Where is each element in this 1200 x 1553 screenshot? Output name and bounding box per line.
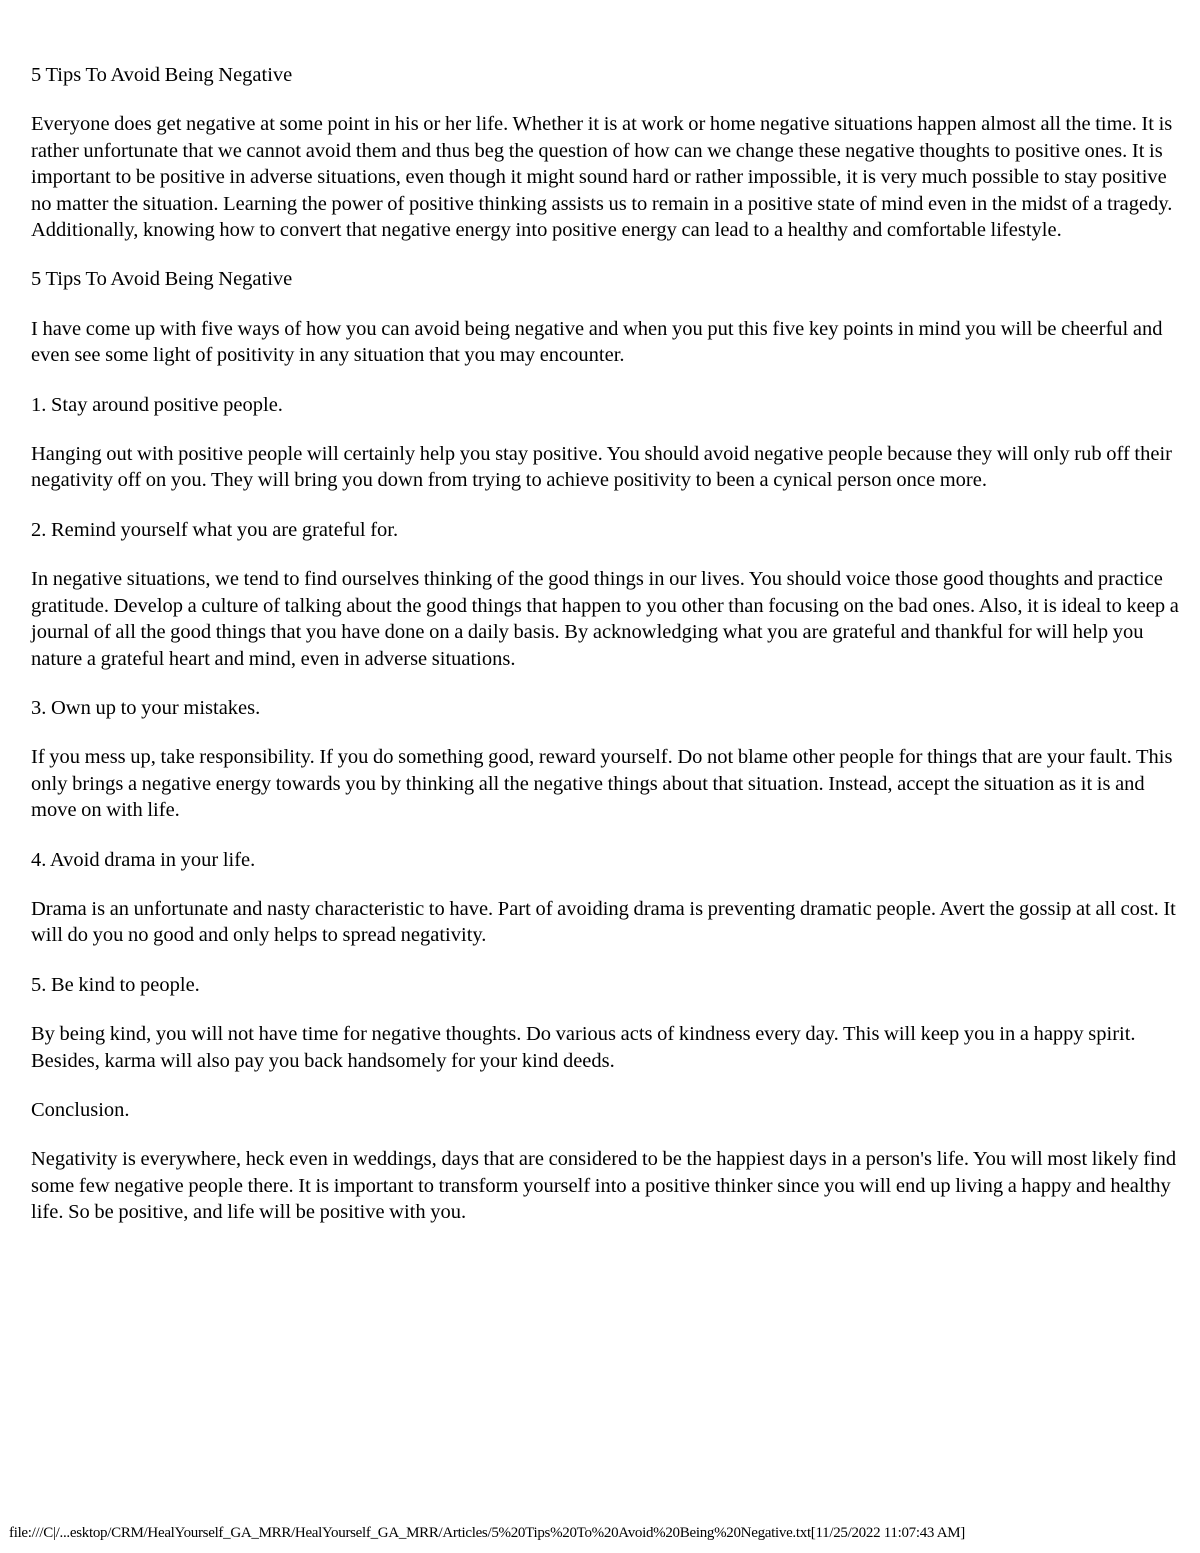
overview-paragraph: I have come up with five ways of how you can avoid being negative and when you put this five key points in mind you will be cheerful and even see some light of positivity in any situation that you may encounter. (31, 317, 1163, 367)
document-body (31, 62, 1181, 1249)
tip-4-paragraph: Drama is an unfortunate and nasty characteristic to have. Part of avoiding drama is preventing dramatic people. Avert the gossip at all cost. It will do you no good and only helps to spread negativity. (31, 897, 1176, 947)
tip-5-heading: 5. Be kind to people. (31, 973, 200, 996)
document-title: 5 Tips To Avoid Being Negative (31, 64, 293, 86)
tip-3-heading: 3. Own up to your mistakes. (31, 696, 261, 719)
tip-1-paragraph: Hanging out with positive people will certainly help you stay positive. You should avoid negative people because they will only rub off their negativity off on you. They will bring you down from trying to achieve positivity to been a cynical person once more. (31, 443, 1172, 492)
conclusion-heading: Conclusion. (31, 1098, 130, 1121)
tip-2-paragraph: In negative situations, we tend to find ourselves thinking of the good things in our lives. You should voice those good thoughts and practice gratitude. Develop a culture of talking about the good things that happen to you other than focusing on the bad ones. Also, it is ideal to keep a journal of all the good things that you have done on a daily basis. By acknowledging what you are grateful and thankful for will help you nature a grateful heart and mind, even in adverse situations. (31, 568, 1179, 670)
intro-paragraph: Everyone does get negative at some point in his or her life. Whether it is at work or home negative situations happen almost all the time. It is rather unfortunate that we cannot avoid them and thus beg the question of how can we change these negative thoughts to positive ones. It is important to be positive in adverse situations, even though it might sound hard or rather impossible, it is very much possible to stay positive no matter the situation. Learning the power of positive thinking assists us to remain in a positive state of mind even in the midst of a tragedy. Additionally, knowing how to convert that negative energy into positive energy can lead to a healthy and comfortable lifestyle. (31, 113, 1173, 242)
tip-2-heading: 2. Remind yourself what you are grateful for. (31, 518, 399, 541)
conclusion-paragraph: Negativity is everywhere, heck even in weddings, days that are considered to be the happiest days in a person's life. You will most likely find some few negative people there. It is important to transform yourself into a positive thinker since you will end up living a happy and healthy life. So be positive, and life will be positive with you. (31, 1148, 1177, 1224)
tip-3-paragraph: If you mess up, take responsibility. If you do something good, reward yourself. Do not blame other people for things that are your fault. This only brings a negative energy towards you by thinking all the negative things about that situation. Instead, accept the situation as it is and move on with life. (31, 746, 1173, 822)
section-heading: 5 Tips To Avoid Being Negative (31, 268, 293, 291)
tip-1-heading: 1. Stay around positive people. (31, 393, 283, 416)
tip-4-heading: 4. Avoid drama in your life. (31, 848, 256, 871)
tip-5-paragraph: By being kind, you will not have time for negative thoughts. Do various acts of kindness every day. This will keep you in a happy spirit. Besides, karma will also pay you back handsomely for your kind deeds. (31, 1023, 1136, 1072)
print-footer-path: file:///C|/...esktop/CRM/HealYourself_GA_MRR/HealYourself_GA_MRR/Articles/5%20Tips%20To%20Avoid%20Being%20Negative.txt[11/25/2022 11:07:43 AM] (9, 1525, 966, 1541)
